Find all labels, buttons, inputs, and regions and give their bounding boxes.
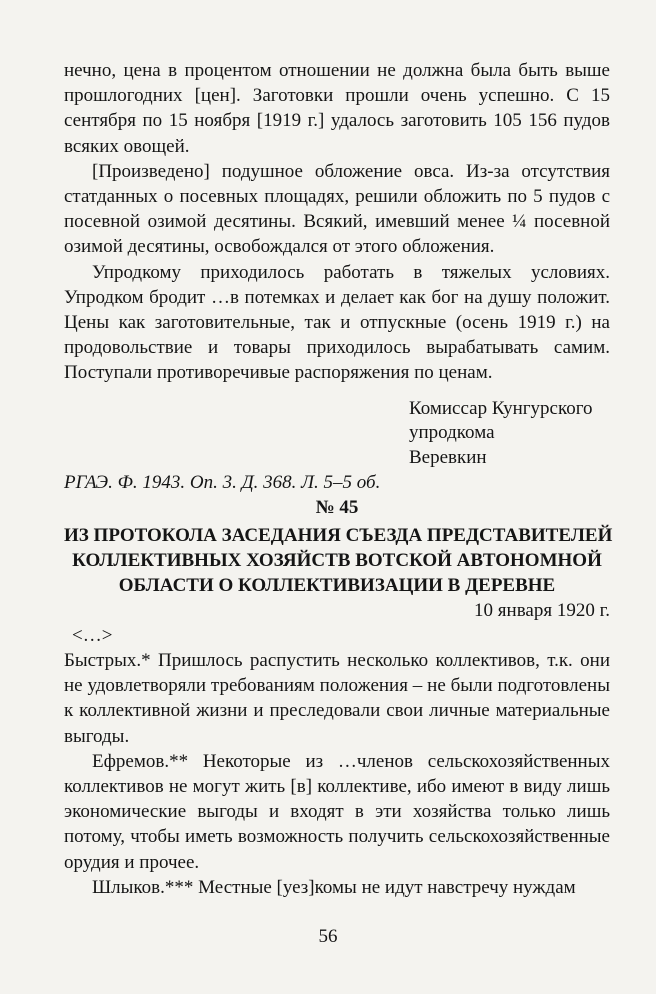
paragraph: [Произведено] подушное обложение овса. Из-за отсутствия статданных о посевных площадях, решили обложить по 5 пудов с посевной озимой десятины. Всякий, имевший менее ¼ посевной озимой десятины, освобождался от этого обложения.	[64, 160, 610, 258]
page-text	[64, 58, 613, 900]
archive-source: РГАЭ. Ф. 1943. Оп. 3. Д. 368. Л. 5–5 об.	[64, 472, 381, 494]
signature-position: Комиссар Кунгурского	[409, 397, 593, 419]
speech-paragraph: Быстрых.* Пришлось распустить несколько коллективов, т.к. они не удовлетворяли требованиям положения – не были подготовлены к коллективной жизни и преследовали свои личные материальные выгоды.	[64, 649, 610, 747]
page-number: 56	[318, 926, 338, 947]
title-line: ОБЛАСТИ О КОЛЛЕКТИВИЗАЦИИ В ДЕРЕВНЕ	[118, 574, 556, 596]
paragraph: Упродкому приходилось работать в тяжелых условиях. Упродком бродит …в потемках и делает как бог на душу положит. Цены как заготовительные, так и отпускные (осень 1919 г.) на продовольствие и товары приходилось вырабатывать самим. Поступали противоречивые распоряжения по ценам.	[64, 261, 610, 384]
signature-name: Веревкин	[409, 446, 487, 468]
speech-paragraph: Ефремов.** Некоторые из …членов сельскохозяйственных коллективов не могут жить [в] коллективе, ибо имеют в виду лишь экономические выгоды и входят в эти хозяйства только лишь потому, чтобы иметь возможность получить сельскохозяйственные орудия и прочее.	[64, 750, 610, 873]
signature-block	[409, 397, 610, 471]
paragraph: нечно, цена в процентом отношении не должна была быть выше прошлогодних [цен]. Заготовки прошли очень успешно. С 15 сентября по 15 ноября [1919 г.] удалось заготовить 105 156 пудов всяких овощей.	[64, 60, 610, 157]
omission-mark: <…>	[72, 624, 113, 646]
speech-paragraph: Шлыков.*** Местные [уез]комы не идут навстречу нуждам	[92, 876, 576, 898]
signature-organization: упродкома	[409, 422, 495, 444]
document-title	[64, 523, 613, 598]
document-number: № 45	[315, 497, 359, 519]
title-line: КОЛЛЕКТИВНЫХ ХОЗЯЙСТВ ВОТСКОЙ АВТОНОМНОЙ	[72, 549, 602, 571]
title-line: ИЗ ПРОТОКОЛА ЗАСЕДАНИЯ СЪЕЗДА ПРЕДСТАВИТЕЛЕЙ	[64, 524, 613, 546]
document-date: 10 января 1920 г.	[474, 599, 610, 621]
